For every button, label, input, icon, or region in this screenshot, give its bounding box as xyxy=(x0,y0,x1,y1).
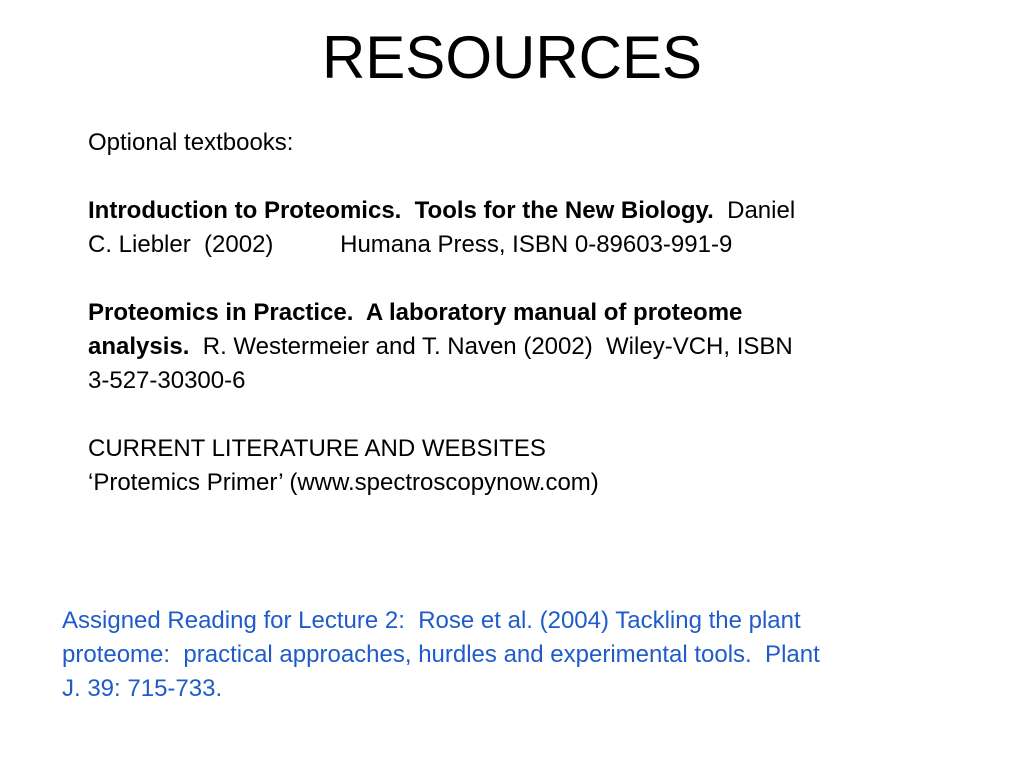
spacer xyxy=(88,398,948,432)
book2-title-line2: analysis. xyxy=(88,333,190,360)
book1-title: Introduction to Proteomics. Tools for the New Biology. xyxy=(88,197,714,224)
assigned-reading-line3: J. 39: 715-733. xyxy=(62,675,223,702)
book1-details: C. Liebler (2002) Humana Press, ISBN 0-89603-991-9 xyxy=(88,231,733,258)
assigned-reading-line2: proteome: practical approaches, hurdles and experimental tools. Plant xyxy=(62,641,820,668)
spacer xyxy=(88,262,948,296)
spacer xyxy=(88,160,948,194)
resources-content xyxy=(88,126,948,500)
assigned-reading xyxy=(62,604,982,706)
literature-item: ‘Protemics Primer’ (www.spectroscopynow.com) xyxy=(88,469,599,496)
optional-textbooks-heading: Optional textbooks: xyxy=(88,129,294,156)
book2-isbn: 3-527-30300-6 xyxy=(88,367,246,394)
book1-line1 xyxy=(88,194,948,228)
book2-authors: R. Westermeier and T. Naven (2002) Wiley-VCH, ISBN xyxy=(189,333,793,360)
book2-title-line1: Proteomics in Practice. A laboratory manual of proteome xyxy=(88,299,743,326)
literature-heading: CURRENT LITERATURE AND WEBSITES xyxy=(88,435,546,462)
slide-title: RESOURCES xyxy=(321,24,703,91)
book2-line2 xyxy=(88,330,948,364)
book1-author-start: Daniel xyxy=(713,197,796,224)
assigned-reading-line1: Assigned Reading for Lecture 2: Rose et al. (2004) Tackling the plant xyxy=(62,607,801,634)
